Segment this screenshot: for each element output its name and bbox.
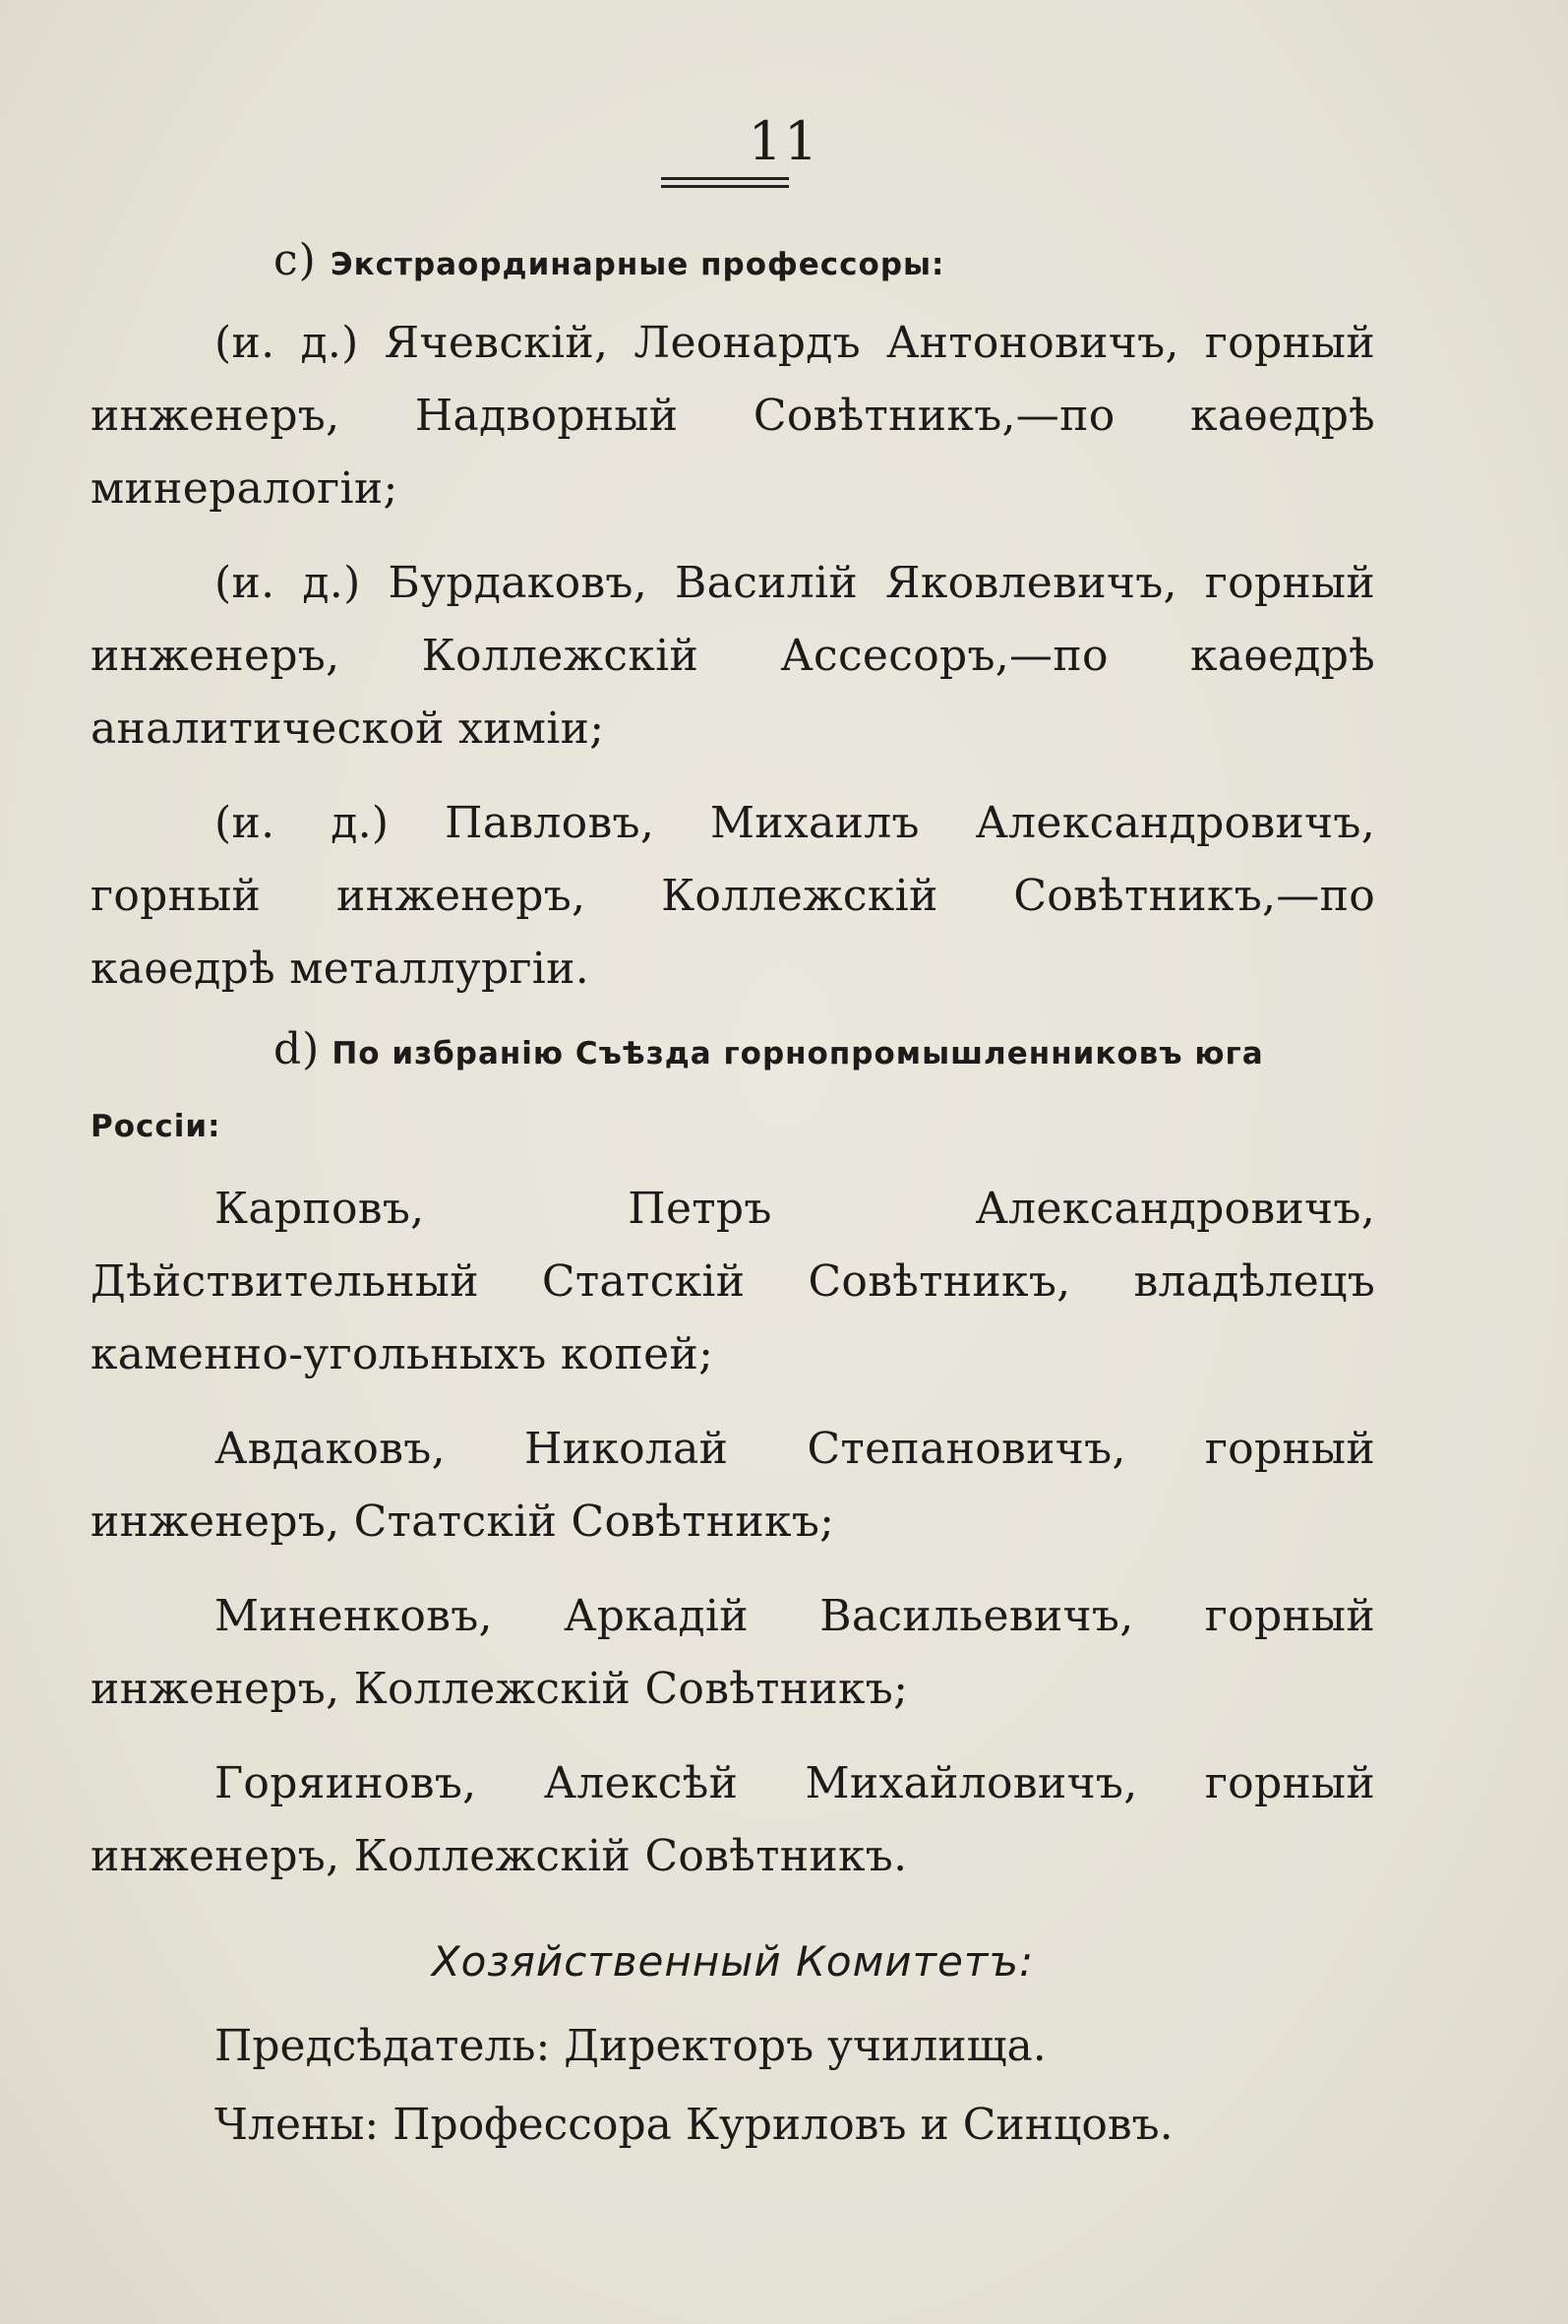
committee-title: Хозяйственный Комитетъ: [431,1937,1035,1986]
member-entry: Карповъ, Петръ Александровичъ, Дѣйствительный Статскій Совѣтникъ, владѣлецъ каменно-угольныхъ копей; [90,1184,1375,1379]
section-c-heading [273,226,1375,299]
committee-members: Члены: Профессора Куриловъ и Синцовъ. [214,2100,1174,2150]
professor-entry: (и. д.) Ячевскій, Леонардъ Антоновичъ, горный инженеръ, Надворный Совѣтникъ,—по каѳедрѣ минералогіи; [90,318,1375,514]
page-number-rule [661,185,789,188]
section-c-title: Экстраординарные профессоры: [330,247,945,282]
committee-chair: Предсѣдатель: Директоръ училища. [214,2021,1047,2071]
member-entry: Миненковъ, Аркадій Васильевичъ, горный инженеръ, Коллежскій Совѣтникъ; [90,1591,1375,1714]
page-number-rule [661,177,789,180]
professor-entry: (и. д.) Павловъ, Михаилъ Александровичъ, горный инженеръ, Коллежскій Совѣтникъ,—по каѳедрѣ металлургіи. [90,798,1375,994]
member-entry: Горяиновъ, Алексѣй Михайловичъ, горный инженеръ, Коллежскій Совѣтникъ. [90,1758,1375,1881]
page-number: 11 [748,110,820,172]
page-body [90,226,1375,2165]
member-entry: Авдаковъ, Николай Степановичъ, горный инженеръ, Статскій Совѣтникъ; [90,1424,1375,1547]
professor-entry: (и. д.) Бурдаковъ, Василій Яковлевичъ, горный инженеръ, Коллежскій Ассесоръ,—по каѳедрѣ аналитической химіи; [90,558,1375,754]
section-d-heading [90,1013,1375,1163]
section-c-letter: c) [273,235,317,285]
section-d-title: По избранію Съѣзда горнопромышленниковъ юга Россіи: [90,1036,1264,1144]
section-d-letter: d) [273,1024,321,1074]
